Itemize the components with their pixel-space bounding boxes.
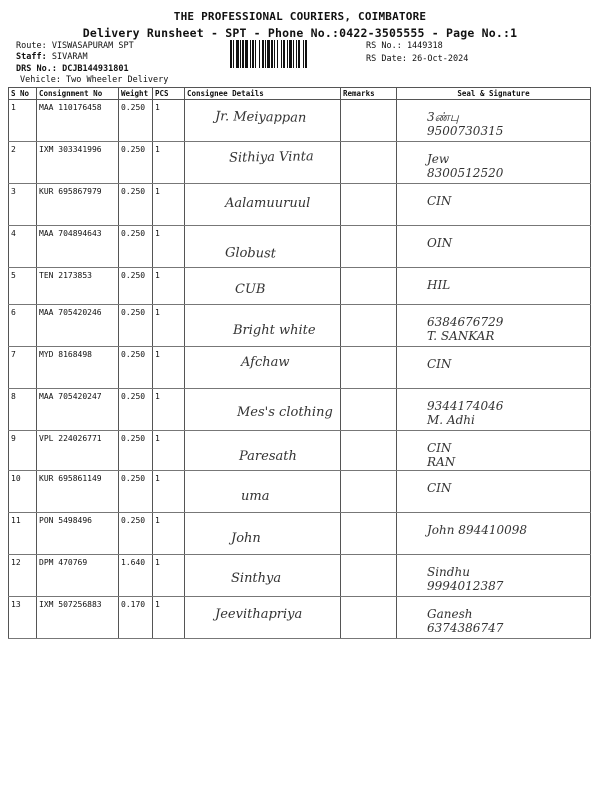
signature-line-1: 9344174046 <box>427 399 504 413</box>
signature-line-2: M. Adhi <box>427 413 475 427</box>
weight-cell: 0.170 <box>119 597 153 639</box>
header-weight: Weight <box>119 88 153 100</box>
pcs-cell: 1 <box>153 305 185 347</box>
table-row <box>9 431 591 471</box>
signature-cell <box>397 100 591 142</box>
remarks-cell <box>341 100 397 142</box>
weight-cell: 0.250 <box>119 347 153 389</box>
signature-line-1: Ganesh <box>427 607 473 621</box>
signature-cell <box>397 347 591 389</box>
weight-cell: 0.250 <box>119 100 153 142</box>
consignment-cell: MAA 705420247 <box>37 389 119 431</box>
remarks-cell <box>341 431 397 471</box>
signature-line-2: 9994012387 <box>427 579 504 593</box>
consignee-handwriting: Mes's clothing <box>237 405 333 420</box>
consignment-cell: MYD 8168498 <box>37 347 119 389</box>
consignee-cell <box>185 597 341 639</box>
sno-cell: 12 <box>9 555 37 597</box>
consignee-handwriting: Paresath <box>239 449 297 464</box>
consignment-cell: DPM 470769 <box>37 555 119 597</box>
consignee-handwriting: Afchaw <box>241 355 290 370</box>
signature-cell <box>397 389 591 431</box>
sno-cell: 5 <box>9 268 37 305</box>
remarks-cell <box>341 305 397 347</box>
consignment-cell: KUR 695867979 <box>37 184 119 226</box>
signature-line-1: 6384676729 <box>427 315 504 329</box>
pcs-cell: 1 <box>153 431 185 471</box>
consignee-cell <box>185 184 341 226</box>
header-consignment: Consignment No <box>37 88 119 100</box>
consignee-cell <box>185 100 341 142</box>
consignee-cell <box>185 347 341 389</box>
pcs-cell: 1 <box>153 389 185 431</box>
drs-info <box>16 64 129 75</box>
company-title: THE PROFESSIONAL COURIERS, COIMBATORE <box>173 10 427 23</box>
runsheet-table <box>8 87 591 639</box>
sno-cell: 9 <box>9 431 37 471</box>
signature-line-1: OIN <box>427 236 453 250</box>
signature-cell <box>397 555 591 597</box>
signature-line-2: RAN <box>427 455 456 469</box>
remarks-cell <box>341 347 397 389</box>
table-row <box>9 268 591 305</box>
remarks-cell <box>341 389 397 431</box>
sno-cell: 11 <box>9 513 37 555</box>
pcs-cell: 1 <box>153 555 185 597</box>
staff-value: SIVARAM <box>51 52 88 62</box>
consignee-handwriting: John <box>231 531 261 546</box>
signature-cell <box>397 268 591 305</box>
sno-cell: 3 <box>9 184 37 226</box>
table-row <box>9 226 591 268</box>
signature-line-2: 8300512520 <box>427 166 504 180</box>
consignment-cell: VPL 224026771 <box>37 431 119 471</box>
header-consignee: Consignee Details <box>185 88 341 100</box>
signature-line-1: Jew <box>427 152 450 166</box>
signature-cell <box>397 142 591 184</box>
drs-value: DCJB144931801 <box>62 64 129 74</box>
table-row <box>9 471 591 513</box>
weight-cell: 0.250 <box>119 389 153 431</box>
consignment-cell: IXM 507256883 <box>37 597 119 639</box>
sno-cell: 4 <box>9 226 37 268</box>
remarks-cell <box>341 226 397 268</box>
remarks-cell <box>341 471 397 513</box>
consignment-cell: PON 5498496 <box>37 513 119 555</box>
signature-line-2: 9500730315 <box>427 124 504 138</box>
consignee-cell <box>185 513 341 555</box>
consignment-cell: MAA 705420246 <box>37 305 119 347</box>
header-sno: S No <box>9 88 37 100</box>
remarks-cell <box>341 555 397 597</box>
signature-line-1: John 894410098 <box>427 523 528 537</box>
weight-cell: 0.250 <box>119 226 153 268</box>
sno-cell: 13 <box>9 597 37 639</box>
sno-cell: 10 <box>9 471 37 513</box>
signature-line-1: 3ண்பு <box>427 110 459 124</box>
consignee-handwriting: Globust <box>224 245 277 262</box>
weight-cell: 0.250 <box>119 305 153 347</box>
consignee-cell <box>185 305 341 347</box>
staff-info <box>16 52 88 63</box>
consignee-handwriting: Sithiya Vinta <box>228 149 314 166</box>
pcs-cell: 1 <box>153 471 185 513</box>
signature-cell <box>397 597 591 639</box>
signature-line-1: CIN <box>427 194 452 208</box>
consignment-cell: KUR 695861149 <box>37 471 119 513</box>
weight-cell: 0.250 <box>119 471 153 513</box>
route-info: Route: VISWASAPURAM SPT <box>16 41 134 51</box>
weight-cell: 0.250 <box>119 268 153 305</box>
consignee-handwriting: uma <box>241 489 270 504</box>
pcs-cell: 1 <box>153 142 185 184</box>
sno-cell: 1 <box>9 100 37 142</box>
pcs-cell: 1 <box>153 226 185 268</box>
weight-cell: 0.250 <box>119 142 153 184</box>
signature-line-1: CIN <box>427 357 452 371</box>
signature-line-1: CIN <box>427 441 452 455</box>
table-row <box>9 142 591 184</box>
remarks-cell <box>341 268 397 305</box>
pcs-cell: 1 <box>153 513 185 555</box>
consignee-handwriting: Jr. Meiyappan <box>214 109 307 126</box>
weight-cell: 0.250 <box>119 513 153 555</box>
signature-line-2: T. SANKAR <box>427 329 495 343</box>
remarks-cell <box>341 184 397 226</box>
rs-number: RS No.: 1449318 <box>366 41 443 51</box>
staff-label: Staff: <box>16 52 47 62</box>
table-header-row <box>9 88 591 100</box>
header-pcs: PCS <box>153 88 185 100</box>
pcs-cell: 1 <box>153 184 185 226</box>
consignment-cell: IXM 303341996 <box>37 142 119 184</box>
consignee-cell <box>185 268 341 305</box>
signature-cell <box>397 305 591 347</box>
weight-cell: 0.250 <box>119 431 153 471</box>
consignee-cell <box>185 226 341 268</box>
sno-cell: 6 <box>9 305 37 347</box>
header-remarks: Remarks <box>341 88 397 100</box>
sno-cell: 2 <box>9 142 37 184</box>
remarks-cell <box>341 513 397 555</box>
vehicle-info: Vehicle: Two Wheeler Delivery <box>20 75 169 85</box>
header-signature: Seal & Signature <box>397 88 591 100</box>
consignee-handwriting: Aalamuuruul <box>225 196 311 211</box>
remarks-cell <box>341 597 397 639</box>
consignment-cell: MAA 704894643 <box>37 226 119 268</box>
signature-line-1: CIN <box>427 481 452 495</box>
signature-line-2: 6374386747 <box>427 621 504 635</box>
pcs-cell: 1 <box>153 268 185 305</box>
table-row <box>9 555 591 597</box>
signature-cell <box>397 471 591 513</box>
consignee-cell <box>185 471 341 513</box>
runsheet-subtitle: Delivery Runsheet - SPT - Phone No.:0422-3505555 - Page No.:1 <box>82 26 518 40</box>
table-row <box>9 100 591 142</box>
consignee-cell <box>185 555 341 597</box>
table-row <box>9 389 591 431</box>
consignee-cell <box>185 431 341 471</box>
consignment-cell: MAA 110176458 <box>37 100 119 142</box>
weight-cell: 1.640 <box>119 555 153 597</box>
table-row <box>9 305 591 347</box>
consignment-cell: TEN 2173853 <box>37 268 119 305</box>
signature-line-1: HIL <box>427 278 451 292</box>
signature-cell <box>397 513 591 555</box>
sno-cell: 8 <box>9 389 37 431</box>
table-row <box>9 347 591 389</box>
rs-date: RS Date: 26-Oct-2024 <box>366 54 469 64</box>
weight-cell: 0.250 <box>119 184 153 226</box>
signature-cell <box>397 431 591 471</box>
barcode-icon <box>230 40 358 68</box>
consignee-handwriting: CUB <box>235 282 266 297</box>
remarks-cell <box>341 142 397 184</box>
table-row <box>9 184 591 226</box>
consignee-handwriting: Sinthya <box>231 571 282 586</box>
sno-cell: 7 <box>9 347 37 389</box>
pcs-cell: 1 <box>153 347 185 389</box>
table-row <box>9 513 591 555</box>
signature-line-1: Sindhu <box>427 565 470 579</box>
consignee-handwriting: Bright white <box>233 323 316 338</box>
consignee-cell <box>185 142 341 184</box>
table-row <box>9 597 591 639</box>
consignee-handwriting: Jeevithapriya <box>215 607 303 622</box>
consignee-cell <box>185 389 341 431</box>
signature-cell <box>397 226 591 268</box>
pcs-cell: 1 <box>153 100 185 142</box>
signature-cell <box>397 184 591 226</box>
drs-label: DRS No.: <box>16 64 57 74</box>
pcs-cell: 1 <box>153 597 185 639</box>
